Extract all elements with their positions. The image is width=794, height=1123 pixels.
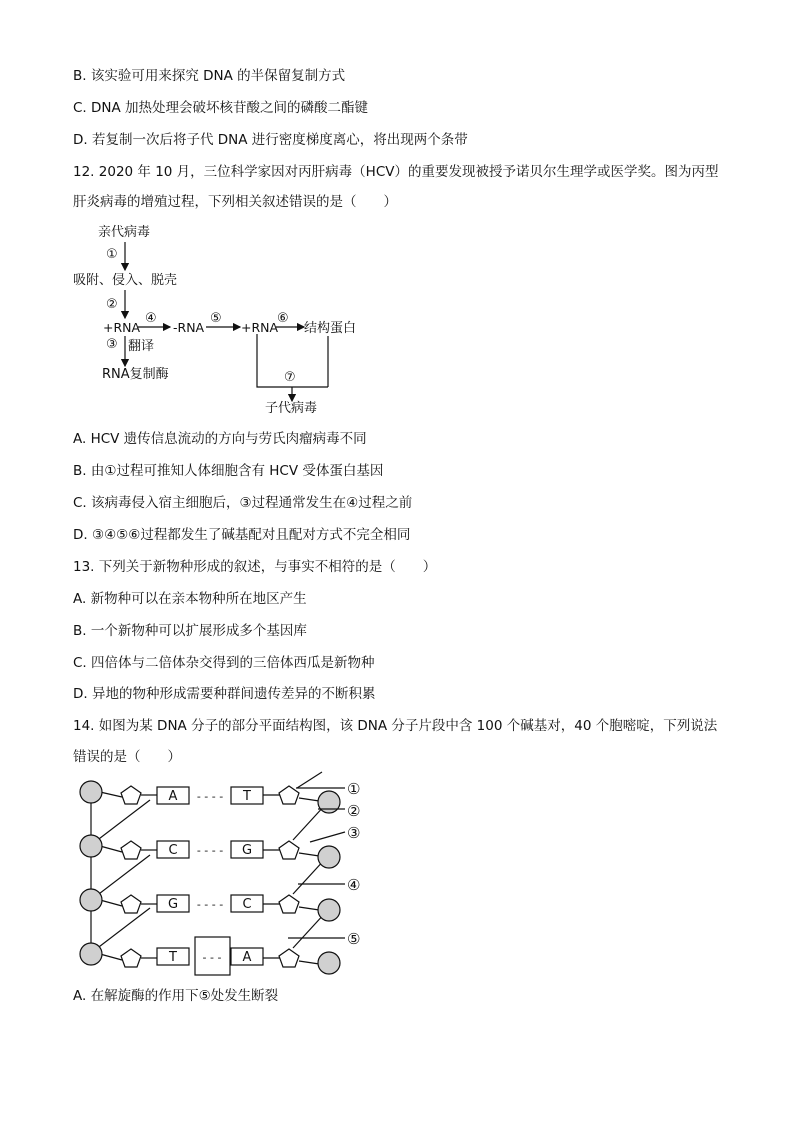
parent-virus-label: 亲代病毒 — [98, 225, 151, 240]
hydrogen-bonds-3: - - - - — [196, 898, 224, 911]
deoxyribose-left-1 — [121, 786, 141, 804]
q13-option-a: A. 新物种可以在亲本物种所在地区产生 — [73, 591, 307, 607]
deoxyribose-left-4 — [121, 949, 141, 967]
phosphate-left-3 — [80, 889, 102, 911]
deoxyribose-right-2 — [279, 841, 299, 859]
label-5: ⑤ — [347, 930, 361, 948]
base-right-3-letter: C — [242, 897, 252, 912]
translate-label: 翻译 — [128, 339, 155, 354]
phosphate-right-3 — [318, 899, 340, 921]
phosphate-left-4 — [80, 943, 102, 965]
adsorb-invade-uncoat-label: 吸附、侵入、脱壳 — [73, 273, 178, 288]
step-2-label: ② — [106, 297, 118, 312]
step-3-label: ③ — [106, 337, 118, 352]
q12-option-c: C. 该病毒侵入宿主细胞后，③过程通常发生在④过程之前 — [73, 495, 413, 511]
base-right-1-letter: T — [243, 789, 251, 804]
base-left-4-letter: T — [169, 950, 177, 965]
deoxyribose-right-4 — [279, 949, 299, 967]
q11-option-b: B. 该实验可用来探究 DNA 的半保留复制方式 — [73, 68, 346, 84]
hydrogen-bonds-1: - - - - — [196, 790, 224, 803]
base-left-2-letter: C — [168, 843, 178, 858]
q12-stem-line2: 肝炎病毒的增殖过程，下列相关叙述错误的是（ ） — [73, 194, 397, 210]
hydrogen-bonds-2: - - - - — [196, 844, 224, 857]
q13-option-c: C. 四倍体与二倍体杂交得到的三倍体西瓜是新物种 — [73, 655, 375, 671]
base-left-3-letter: G — [167, 897, 179, 912]
base-left-1-letter: A — [168, 789, 178, 804]
base-right-2-letter: G — [241, 843, 253, 858]
rna-replicase-label: RNA复制酶 — [102, 367, 169, 382]
step-5-label: ⑤ — [210, 311, 222, 326]
hydrogen-bonds-4: - - - — [202, 951, 222, 964]
label-4: ④ — [347, 876, 361, 894]
phosphate-right-1 — [318, 791, 340, 813]
phosphate-right-4 — [318, 952, 340, 974]
q13-option-d: D. 异地的物种形成需要种群间遗传差异的不断积累 — [73, 686, 376, 702]
q12-option-a: A. HCV 遗传信息流动的方向与劳氏肉瘤病毒不同 — [73, 431, 367, 447]
step-6-label: ⑥ — [277, 311, 289, 326]
q14-stem-line1: 14. 如图为某 DNA 分子的部分平面结构图，该 DNA 分子片段中含 100 个碱基对，40 个胞嘧啶，下列说法 — [73, 718, 718, 734]
q13-option-b: B. 一个新物种可以扩展形成多个基因库 — [73, 623, 307, 639]
child-virus-label: 子代病毒 — [265, 401, 318, 416]
q11-option-c: C. DNA 加热处理会破坏核苷酸之间的磷酸二酯键 — [73, 100, 369, 116]
deoxyribose-right-1 — [279, 786, 299, 804]
step-7-label: ⑦ — [284, 370, 296, 385]
structural-protein-label: 结构蛋白 — [304, 321, 357, 336]
plus-rna-label-1: +RNA — [103, 320, 141, 335]
minus-rna-label: -RNA — [173, 320, 205, 335]
q14-stem-line2: 错误的是（ ） — [73, 749, 181, 765]
q12-stem-line1: 12. 2020 年 10 月，三位科学家因对丙肝病毒（HCV）的重要发现被授予诺贝尔生理学或医学奖。图为丙型 — [73, 164, 719, 180]
q13-stem: 13. 下列关于新物种形成的叙述，与事实不相符的是（ ） — [73, 559, 437, 575]
q12-option-b: B. 由①过程可推知人体细胞含有 HCV 受体蛋白基因 — [73, 463, 384, 479]
plus-rna-label-2: +RNA — [241, 320, 279, 335]
phosphate-right-2 — [318, 846, 340, 868]
label-3: ③ — [347, 824, 361, 842]
hcv-replication-diagram — [70, 220, 390, 420]
dna-structure-diagram — [70, 770, 390, 985]
phosphate-left-1 — [80, 781, 102, 803]
phosphate-left-2 — [80, 835, 102, 857]
base-right-4-letter: A — [242, 950, 252, 965]
deoxyribose-left-2 — [121, 841, 141, 859]
q12-option-d: D. ③④⑤⑥过程都发生了碱基配对且配对方式不完全相同 — [73, 527, 411, 543]
q14-option-a: A. 在解旋酶的作用下⑤处发生断裂 — [73, 988, 279, 1004]
step-4-label: ④ — [145, 311, 157, 326]
q11-option-d: D. 若复制一次后将子代 DNA 进行密度梯度离心，将出现两个条带 — [73, 132, 468, 148]
label-1: ① — [347, 780, 361, 798]
deoxyribose-right-3 — [279, 895, 299, 913]
deoxyribose-left-3 — [121, 895, 141, 913]
step-1-label: ① — [106, 247, 118, 262]
label-2: ② — [347, 802, 361, 820]
